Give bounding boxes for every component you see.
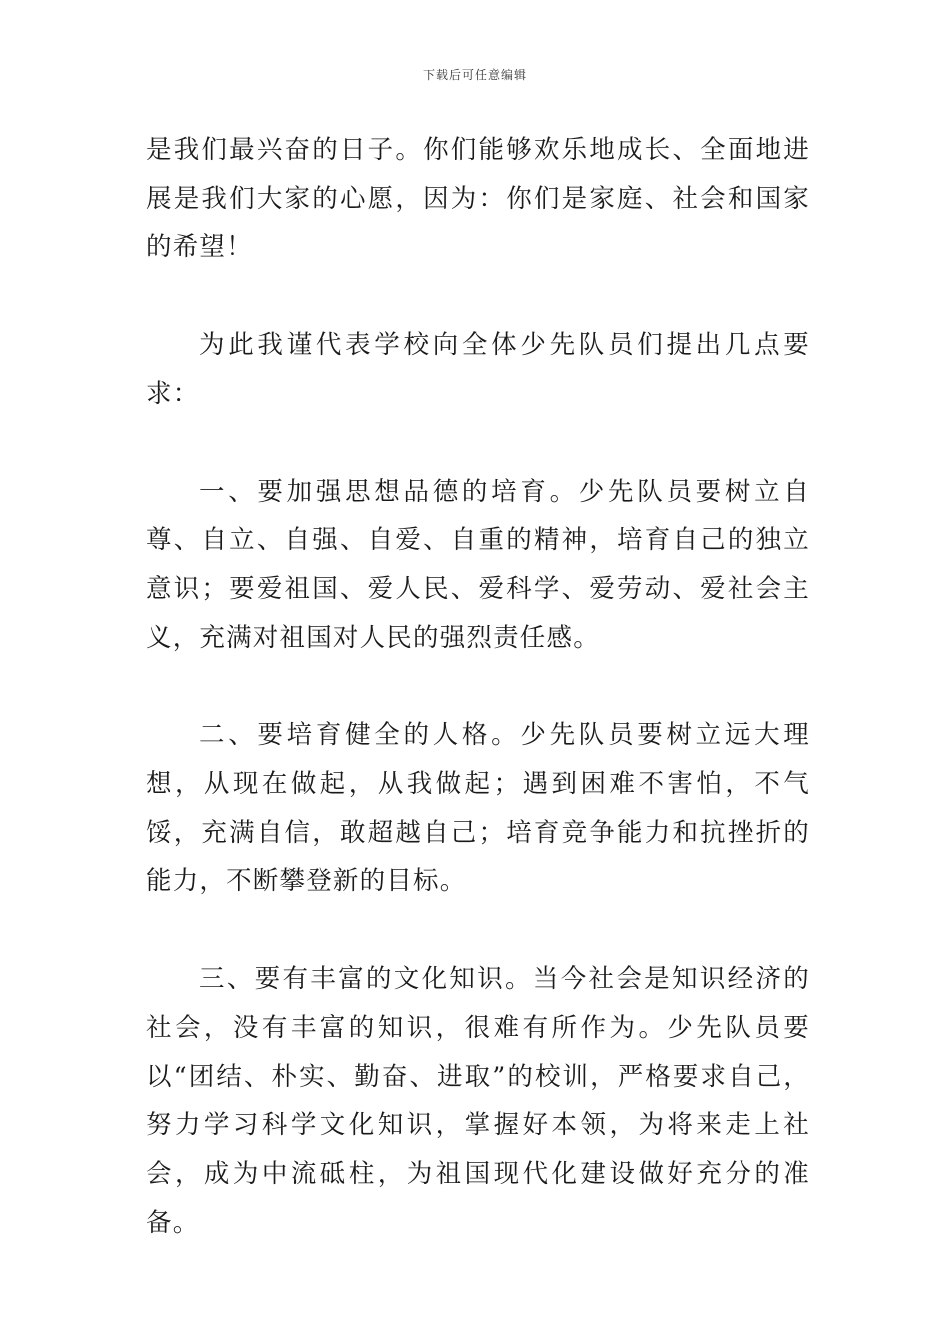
paragraph-requirements-intro: 为此我谨代表学校向全体少先队员们提出几点要求： <box>146 330 810 409</box>
document-body <box>146 126 810 1247</box>
paragraph-gap <box>146 662 810 711</box>
paragraph-requirement-one: 一、要加强思想品德的培育。少先队员要树立自尊、自立、自强、自爱、自重的精神，培育自己的独立意识；要爱祖国、爱人民、爱科学、爱劳动、爱社会主义，充满对祖国对人民的强烈责任感。 <box>146 476 810 653</box>
paragraph-opening: 是我们最兴奋的日子。你们能够欢乐地成长、全面地进展是我们大家的心愿，因为：你们是家庭、社会和国家的希望！ <box>146 135 810 263</box>
paragraph-gap <box>146 419 810 468</box>
paragraph-gap <box>146 272 810 321</box>
paragraph-requirement-three: 三、要有丰富的文化知识。当今社会是知识经济的社会，没有丰富的知识，很难有所作为。少先队员要以“团结、朴实、勤奋、进取”的校训，严格要求自己，努力学习科学文化知识，掌握好本领，为将来走上社会，成为中流砥柱，为祖国现代化建设做好充分的准备。 <box>146 964 810 1238</box>
paragraph-gap <box>146 906 810 955</box>
header-note: 下载后可任意编辑 <box>422 68 527 82</box>
paragraph-requirement-two: 二、要培育健全的人格。少先队员要树立远大理想，从现在做起，从我做起；遇到困难不害怕，不气馁，充满自信，敢超越自己；培育竞争能力和抗挫折的能力，不断攀登新的目标。 <box>146 720 810 897</box>
